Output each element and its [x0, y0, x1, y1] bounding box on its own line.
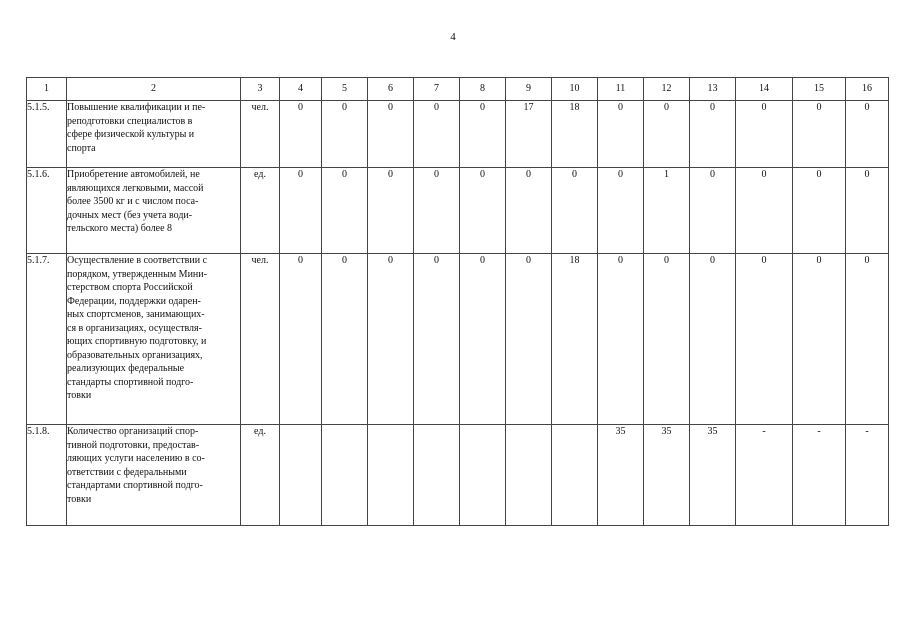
- header-cell: 8: [460, 78, 506, 101]
- header-cell: 14: [736, 78, 793, 101]
- value-cell: [322, 425, 368, 526]
- value-cell: 0: [793, 101, 846, 168]
- value-cell: 0: [414, 101, 460, 168]
- row-unit: чел.: [241, 254, 280, 425]
- row-code: 5.1.6.: [27, 168, 67, 254]
- value-cell: 35: [598, 425, 644, 526]
- value-cell: 0: [460, 254, 506, 425]
- table-row: [27, 254, 889, 425]
- value-cell: 0: [793, 254, 846, 425]
- value-cell: 0: [368, 168, 414, 254]
- value-cell: [552, 425, 598, 526]
- header-cell: 4: [280, 78, 322, 101]
- value-cell: 0: [736, 254, 793, 425]
- header-cell: 7: [414, 78, 460, 101]
- value-cell: [460, 425, 506, 526]
- value-cell: -: [736, 425, 793, 526]
- value-cell: 0: [506, 168, 552, 254]
- value-cell: 0: [846, 101, 889, 168]
- header-cell: 1: [27, 78, 67, 101]
- row-name: Осуществление в соответствии с порядком, утвержденным Мини- стерством спорта Российской Федерации, поддержки одарен- ных спортсменов, занимающих- ся в организациях, осуществля- ющих спортивную подготовку, и образовательных организациях, реализующих федеральные стандарты спортивной подго- товки: [67, 254, 241, 425]
- header-cell: 5: [322, 78, 368, 101]
- value-cell: 0: [322, 254, 368, 425]
- value-cell: -: [793, 425, 846, 526]
- row-unit: ед.: [241, 168, 280, 254]
- value-cell: 0: [644, 101, 690, 168]
- header-row: [27, 78, 889, 101]
- value-cell: 35: [644, 425, 690, 526]
- value-cell: [414, 425, 460, 526]
- header-cell: 12: [644, 78, 690, 101]
- value-cell: -: [846, 425, 889, 526]
- row-code: 5.1.8.: [27, 425, 67, 526]
- value-cell: 0: [690, 254, 736, 425]
- row-name: Приобретение автомобилей, не являющихся легковыми, массой более 3500 кг и с числом поса- дочных мест (без учета води- тельского места) более 8: [67, 168, 241, 254]
- value-cell: 0: [552, 168, 598, 254]
- header-cell: 11: [598, 78, 644, 101]
- value-cell: 0: [280, 254, 322, 425]
- value-cell: 0: [793, 168, 846, 254]
- value-cell: 0: [598, 168, 644, 254]
- value-cell: [280, 425, 322, 526]
- value-cell: 0: [598, 101, 644, 168]
- header-cell: 9: [506, 78, 552, 101]
- row-name: Количество организаций спор- тивной подготовки, предостав- ляющих услуги населению в со- ответствии с федеральными стандартами спортивной подго- товки: [67, 425, 241, 526]
- row-unit: ед.: [241, 425, 280, 526]
- value-cell: 0: [414, 168, 460, 254]
- header-cell: 10: [552, 78, 598, 101]
- value-cell: 0: [690, 101, 736, 168]
- value-cell: 0: [644, 254, 690, 425]
- header-cell: 15: [793, 78, 846, 101]
- value-cell: 0: [460, 168, 506, 254]
- value-cell: 0: [736, 168, 793, 254]
- value-cell: 18: [552, 254, 598, 425]
- value-cell: 0: [846, 168, 889, 254]
- value-cell: 0: [322, 101, 368, 168]
- row-name: Повышение квалификации и пе- реподготовки специалистов в сфере физической культуры и спорта: [67, 101, 241, 168]
- value-cell: 0: [598, 254, 644, 425]
- header-cell: 13: [690, 78, 736, 101]
- page-number: 4: [450, 31, 456, 43]
- header-cell: 16: [846, 78, 889, 101]
- value-cell: 0: [280, 101, 322, 168]
- value-cell: 0: [846, 254, 889, 425]
- value-cell: [506, 425, 552, 526]
- value-cell: 35: [690, 425, 736, 526]
- value-cell: [368, 425, 414, 526]
- value-cell: 0: [460, 101, 506, 168]
- value-cell: 18: [552, 101, 598, 168]
- table-row: [27, 101, 889, 168]
- value-cell: 0: [280, 168, 322, 254]
- table-row: [27, 168, 889, 254]
- header-cell: 3: [241, 78, 280, 101]
- row-code: 5.1.5.: [27, 101, 67, 168]
- value-cell: 0: [414, 254, 460, 425]
- value-cell: 0: [690, 168, 736, 254]
- value-cell: 0: [368, 254, 414, 425]
- table-row: [27, 425, 889, 526]
- value-cell: 1: [644, 168, 690, 254]
- value-cell: 0: [736, 101, 793, 168]
- value-cell: 0: [322, 168, 368, 254]
- row-code: 5.1.7.: [27, 254, 67, 425]
- data-table: [26, 77, 889, 526]
- header-cell: 6: [368, 78, 414, 101]
- value-cell: 0: [368, 101, 414, 168]
- value-cell: 0: [506, 254, 552, 425]
- value-cell: 17: [506, 101, 552, 168]
- header-cell: 2: [67, 78, 241, 101]
- row-unit: чел.: [241, 101, 280, 168]
